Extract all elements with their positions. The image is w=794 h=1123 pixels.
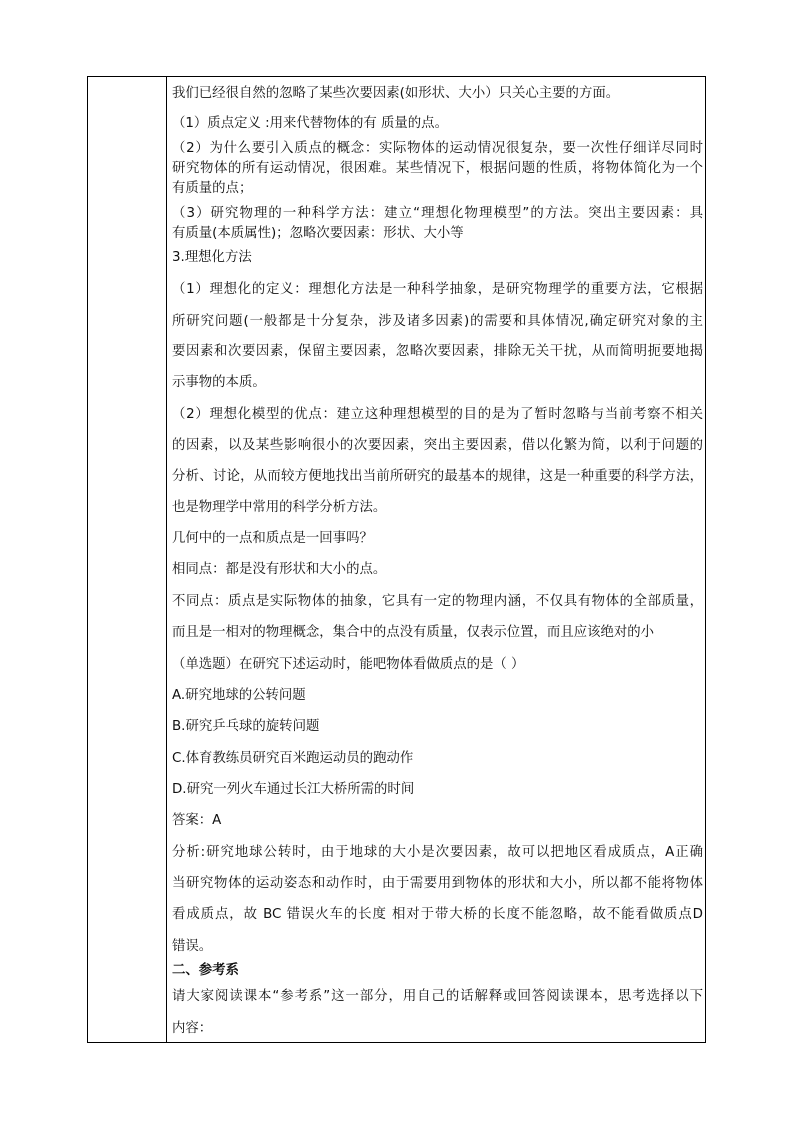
option-b: B.研究乒乓球的旋转问题	[172, 719, 320, 734]
analysis-line: 看成质点，故 BC 错误火车的长度 相对于带大桥的长度不能忽略，故不能看做质点D	[172, 907, 703, 922]
text-line: 有质量(本质属性)；忽略次要因素：形状、大小等	[172, 226, 464, 241]
text-line: （1）质点定义 :用来代替物体的有 质量的点。	[172, 116, 448, 131]
text-line: （2）为什么要引入质点的概念：实际物体的运动情况很复杂，要一次性仔细详尽同时	[172, 141, 703, 156]
text-line: 所研究问题(一般都是十分复杂，涉及诸多因素)的需要和具体情况,确定研究对象的主	[172, 314, 703, 329]
text-line: 有质量的点；	[172, 181, 253, 196]
analysis-line: 错误。	[172, 939, 213, 954]
question-stem: （单选题）在研究下述运动时，能吧物体看做质点的是（ ）	[172, 657, 525, 672]
column-divider	[166, 76, 167, 1043]
option-d: D.研究一列火车通过长江大桥所需的时间	[172, 782, 415, 797]
text-line: 相同点：都是没有形状和大小的点。	[172, 562, 387, 577]
text-line: 也是物理学中常用的科学分析方法。	[172, 500, 387, 515]
text-line: 分析、讨论，从而较方便地找出当前所研究的最基本的规律，这是一种重要的科学方法，	[172, 469, 703, 484]
text-line: 而且是一相对的物理概念，集合中的点没有质量，仅表示位置，而且应该绝对的小	[172, 625, 655, 640]
option-a: A.研究地球的公转问题	[172, 688, 306, 703]
analysis-line: 分析:研究地球公转时，由于地球的大小是次要因素，故可以把地区看成质点，A正确	[172, 845, 703, 860]
option-c: C.体育教练员研究百米跑运动员的跑动作	[172, 751, 414, 766]
analysis-line: 当研究物体的运动姿态和动作时，由于需要用到物体的形状和大小，所以都不能将物体	[172, 876, 703, 891]
answer: 答案：A	[172, 813, 222, 828]
text-line: 几何中的一点和质点是一回事吗？	[172, 531, 373, 546]
text-line: 不同点：质点是实际物体的抽象，它具有一定的物理内涵，不仅具有物体的全部质量，	[172, 594, 703, 609]
text-line: 请大家阅读课本“参考系”这一部分，用自己的话解释或回答阅读课本，思考选择以下	[172, 989, 703, 1004]
text-line: （3）研究物理的一种科学方法：建立“理想化物理模型”的方法。突出主要因素：具	[172, 206, 703, 221]
text-line: 3.理想化方法	[172, 250, 252, 265]
text-line: 我们已经很自然的忽略了某些次要因素(如形状、大小）只关心主要的方面。	[172, 86, 620, 101]
text-line: （2）理想化模型的优点：建立这种理想模型的目的是为了暂时忽略与当前考察不相关	[172, 407, 703, 422]
text-line: （1）理想化的定义：理想化方法是一种科学抽象，是研究物理学的重要方法，它根据	[172, 282, 703, 297]
section-heading: 二、参考系	[172, 963, 239, 978]
text-line: 要因素和次要因素，保留主要因素，忽略次要因素，排除无关干扰，从而简明扼要地揭	[172, 344, 703, 359]
text-line: 的因素，以及某些影响很小的次要因素，突出主要因素，借以化繁为简，以利于问题的	[172, 438, 703, 453]
text-line: 示事物的本质。	[172, 375, 266, 390]
text-line: 研究物体的所有运动情况，很困难。某些情况下，根据问题的性质，将物体简化为一个	[172, 161, 703, 176]
text-line: 内容：	[172, 1021, 213, 1036]
